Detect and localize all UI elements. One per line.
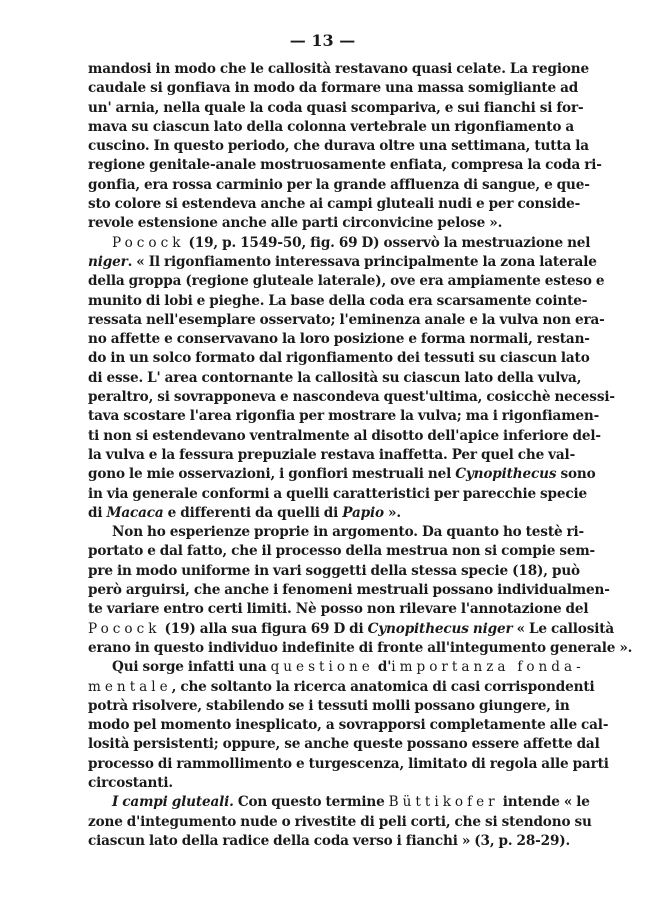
text-segment: erano in questo individuo indefinite di fronte all'integumento generale ».: [88, 639, 633, 656]
paragraph: [88, 60, 602, 234]
text-line: [88, 639, 633, 658]
text-segment: tava scostare l'area rigonfia per mostrare la vulva; ma i rigonfiamen-: [88, 408, 600, 425]
italic-text: Macaca: [106, 504, 164, 521]
text-segment: Qui sorge infatti una: [112, 659, 271, 676]
text-line: [88, 292, 588, 311]
text-segment: della groppa (regione gluteale laterale), ove era ampiamente esteso e: [88, 273, 605, 290]
text-segment: pre in modo uniforme in vari soggetti della stessa specie (18), può: [88, 562, 580, 579]
italic-text: Cynopithecus niger: [367, 620, 513, 637]
text-line: [88, 620, 615, 639]
text-line: [88, 272, 605, 291]
text-segment: modo pel momento inesplicato, a sovrapporsi completamente alle cal-: [88, 717, 609, 734]
spaced-text: questione: [270, 659, 374, 676]
text-segment: do in un solco formato dal rigonfiamento dei tessuti su ciascun lato: [88, 350, 590, 367]
spaced-text: importanza fonda-: [391, 659, 585, 676]
text-line: [88, 195, 581, 214]
text-line: [88, 485, 588, 504]
text-line: [88, 214, 556, 233]
text-segment: (19) alla sua figura 69 D di: [160, 620, 368, 637]
text-segment: regione genitale-anale mostruosamente enfiata, compresa la coda ri-: [88, 157, 602, 174]
text-line: [88, 156, 602, 175]
text-line: [88, 388, 615, 407]
text-line: [88, 678, 595, 697]
spaced-text: Büttikofer: [388, 794, 499, 811]
text-segment: sto colore si estendeva anche ai campi gluteali nudi e per conside-: [88, 196, 581, 213]
text-segment: « Le callosità: [512, 620, 615, 637]
text-line: [88, 118, 574, 137]
text-line: [88, 407, 600, 426]
text-line: [88, 253, 597, 272]
spaced-text: Pocock: [88, 620, 161, 637]
text-line: [88, 658, 585, 677]
text-segment: peraltro, si sovrapponeva e nascondeva quest'ultima, cosicchè necessi-: [88, 389, 615, 406]
text-line: [88, 311, 605, 330]
text-segment: Con questo termine: [233, 794, 389, 811]
italic-text: I campi gluteali.: [112, 794, 234, 811]
text-line: [88, 542, 596, 561]
text-segment: no affette e conservavano la loro posizione e forma normali, restan-: [88, 331, 590, 348]
text-line: [88, 735, 600, 754]
text-segment: la vulva e la fessura prepuziale restava inaffetta. Per quel che val-: [88, 446, 576, 463]
italic-text: niger: [88, 253, 128, 270]
text-segment: mava su ciascun lato della colonna vertebrale un rigonfiamento a: [88, 118, 574, 135]
text-line: [88, 832, 571, 851]
text-segment: gono le mie osservazioni, i gonfiori mestruali nel: [88, 466, 456, 483]
text-segment: caudale si gonfiava in modo da formare una massa somigliante ad: [88, 80, 579, 97]
spaced-text: mentale: [88, 678, 172, 695]
text-segment: . « Il rigonfiamento interessava principalmente la zona laterale: [127, 253, 597, 270]
text-line: [88, 813, 592, 832]
text-line: [88, 600, 589, 619]
text-line: [88, 330, 590, 349]
text-line: [88, 234, 591, 253]
text-segment: sono: [556, 466, 596, 483]
text-segment: gonfia, era rossa carminio per la grande affluenza di sangue, e que-: [88, 176, 590, 193]
text-segment: revole estensione anche alle parti circonvicine pelose ».: [88, 215, 503, 232]
paragraph: [88, 234, 615, 523]
text-segment: zone d'integumento nude o rivestite di peli corti, che si stendono su: [88, 813, 592, 830]
text-segment: di: [88, 504, 107, 521]
text-segment: losità persistenti; oppure, se anche queste possano essere affette dal: [88, 736, 600, 753]
text-segment: mandosi in modo che le callosità restavano quasi celate. La regione: [88, 61, 590, 77]
text-line: [88, 137, 589, 156]
text-line: [88, 465, 596, 484]
italic-text: Cynopithecus: [455, 466, 557, 483]
text-segment: portato e dal fatto, che il processo della mestrua non si compie sem-: [88, 543, 596, 560]
text-segment: però arguirsi, che anche i fenomeni mestruali possano individualmen-: [88, 582, 610, 599]
text-segment: cuscino. In questo periodo, che durava oltre una settimana, tutta la: [88, 138, 589, 155]
text-segment: te variare entro certi limiti. Nè posso non rilevare l'annotazione del: [88, 601, 589, 618]
text-segment: intende « le: [498, 794, 590, 811]
text-segment: e differenti da quelli di: [163, 504, 343, 521]
text-segment: di esse. L' area contornante la callosità su ciascun lato della vulva,: [88, 369, 582, 386]
text-line: [88, 446, 576, 465]
paragraph: [88, 658, 609, 793]
text-line: [88, 99, 584, 118]
text-segment: un' arnia, nella quale la coda quasi scompariva, e sui fianchi si for-: [88, 99, 584, 116]
text-segment: munito di lobi e pieghe. La base della coda era scarsamente cointe-: [88, 292, 588, 309]
text-segment: ti non si estendevano ventralmente al disotto dell'apice inferiore del-: [88, 427, 601, 444]
body-text: [88, 60, 633, 851]
paragraph: [88, 523, 633, 658]
text-line: [88, 581, 610, 600]
text-line: [88, 349, 590, 368]
text-segment: in via generale conformi a quelli caratteristici per parecchie specie: [88, 485, 588, 502]
text-segment: processo di rammollimento e turgescenza, limitato di regola alle parti: [88, 755, 609, 772]
text-segment: ciascun lato della radice della coda verso i fianchi » (3, p. 28-29).: [88, 832, 571, 849]
italic-text: Papio: [342, 504, 384, 521]
text-line: [88, 60, 590, 79]
text-segment: circostanti.: [88, 774, 173, 791]
text-segment: potrà risolvere, stabilendo se i tessuti molli possano giungere, in: [88, 697, 570, 714]
text-segment: ».: [383, 504, 401, 521]
text-line: [88, 523, 585, 542]
page-number: — 13 —: [289, 31, 356, 50]
text-line: [88, 716, 609, 735]
text-line: [88, 176, 590, 195]
text-line: [88, 793, 590, 812]
spaced-text: Pocock: [112, 234, 185, 251]
text-line: [88, 755, 609, 774]
text-line: [88, 774, 556, 793]
text-segment: d': [373, 659, 392, 676]
text-line: [88, 562, 580, 581]
text-line: [88, 79, 579, 98]
text-line: [88, 427, 601, 446]
text-segment: Non ho esperienze proprie in argomento. Da quanto ho testè ri-: [112, 524, 585, 541]
text-line: [88, 369, 582, 388]
text-segment: , che soltanto la ricerca anatomica di casi corrispondenti: [171, 678, 595, 695]
text-segment: (19, p. 1549-50, fig. 69 D) osservò la mestruazione nel: [184, 234, 591, 251]
text-line: [88, 504, 556, 523]
paragraph: [88, 793, 592, 851]
text-line: [88, 697, 570, 716]
text-segment: ressata nell'esemplare osservato; l'eminenza anale e la vulva non era-: [88, 311, 605, 328]
